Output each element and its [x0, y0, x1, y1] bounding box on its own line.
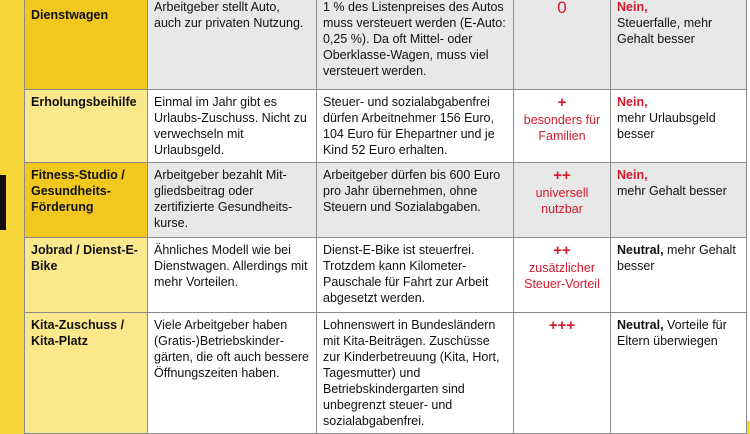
benefit-description: Viele Arbeitgeber haben (Gratis-)Betriebskindergärten, die oft auch bessere Öffnungszeiten haben. [148, 313, 317, 434]
tax-details: Steuer- und sozialabgabenfrei dürfen Arbeitnehmer 156 Euro, 104 Euro für Ehepartner und je Kind 52 Euro erhalten. [317, 90, 514, 163]
table-row-kita [25, 313, 747, 434]
benefit-description: Einmal im Jahr gibt es Urlaubs-Zuschuss. Nicht zu verwechseln mit Urlaubsgeld. [148, 90, 317, 163]
table-row-dienstwagen [25, 0, 747, 90]
benefit-name: Jobrad / Dienst-E-Bike [25, 238, 148, 313]
verdict-cell [611, 90, 747, 163]
verdict-text: Vorteile für Eltern überwiegen [617, 318, 727, 348]
verdict-head: Neutral, [617, 243, 664, 257]
tax-details: Arbeitgeber dürfen bis 600 Euro pro Jahr übernehmen, ohne Steuern und Sozialabgaben. [317, 163, 514, 238]
rating-symbol: 0 [557, 0, 567, 17]
verdict-head: Nein, [617, 95, 648, 109]
table-row-erholungsbeihilfe [25, 90, 747, 163]
verdict-cell [611, 313, 747, 434]
table-row-jobrad [25, 238, 747, 313]
rating-symbol: ++ [553, 167, 571, 184]
benefit-description: Arbeitgeber stellt Auto, auch zur privaten Nutzung. [148, 0, 317, 90]
verdict-text: mehr Gehalt besser [617, 243, 736, 273]
verdict-head: Nein, [617, 0, 648, 14]
verdict-head: Nein, [617, 168, 648, 182]
verdict-text: mehr Urlaubsgeld besser [617, 111, 716, 141]
verdict-text: mehr Gehalt besser [617, 184, 727, 198]
rating-cell [514, 90, 611, 163]
rating-symbol: + [557, 94, 567, 111]
benefits-table [24, 0, 747, 434]
rating-symbol: +++ [548, 317, 576, 334]
benefit-description: Arbeitgeber bezahlt Mitgliedsbeitrag oder zertifizierte Gesundheitskurse. [148, 163, 317, 238]
verdict-cell [611, 0, 747, 90]
benefit-name: Dienstwagen [25, 0, 148, 90]
rating-note: universell nutzbar [535, 186, 589, 216]
verdict-head: Neutral, [617, 318, 664, 332]
table-row-fitness [25, 163, 747, 238]
benefit-name: Kita-Zuschuss / Kita-Platz [25, 313, 148, 434]
rating-note: besonders für Familien [523, 113, 601, 143]
rating-cell [514, 0, 611, 90]
left-edge-mark [0, 175, 6, 230]
benefit-name: Fitness-Studio / Gesundheits-Förderung [25, 163, 148, 238]
verdict-cell [611, 238, 747, 313]
rating-symbol: ++ [553, 242, 571, 259]
tax-details: Dienst-E-Bike ist steuerfrei. Trotzdem kann Kilometer-Pauschale für Fahrt zur Arbeit abgesetzt werden. [317, 238, 514, 313]
rating-cell [514, 163, 611, 238]
benefit-description: Ähnliches Modell wie bei Dienstwagen. Allerdings mit mehr Vorteilen. [148, 238, 317, 313]
tax-details: 1 % des Listenpreises des Autos muss versteuert werden (E-Auto: 0,25 %). Da oft Mittel- oder Oberklasse-Wagen, muss viel versteuert werden. [317, 0, 514, 90]
rating-note: zusätzlicher Steuer-Vorteil [524, 261, 600, 291]
benefit-name: Erholungsbeihilfe [25, 90, 148, 163]
tax-details: Lohnenswert in Bundesländern mit Kita-Beiträgen. Zuschüsse zur Kinderbetreuung (Kita, Hort, Tagesmutter) und Betriebskindergarten sind unbegrenzt steuer- und sozialabgabenfrei. [317, 313, 514, 434]
rating-cell [514, 238, 611, 313]
verdict-text: Steuerfalle, mehr Gehalt besser [617, 16, 713, 46]
rating-cell [514, 313, 611, 434]
verdict-cell [611, 163, 747, 238]
